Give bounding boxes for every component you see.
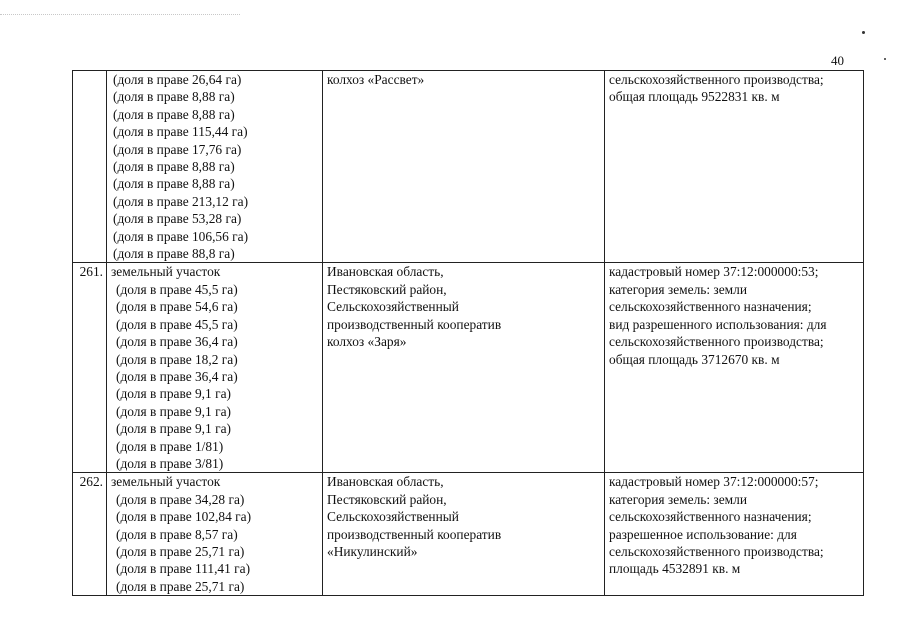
land-object-cell-line: (доля в праве 9,1 га) [116, 386, 231, 402]
owner-cell-line: Сельскохозяйственный [327, 509, 459, 525]
description-cell-line: кадастровый номер 37:12:000000:53; [609, 264, 819, 280]
owner-cell-line: колхоз «Рассвет» [327, 72, 425, 87]
row-number: 262. [73, 473, 107, 596]
owner-cell-line: колхоз «Заря» [327, 334, 407, 350]
land-object-cell-line: (доля в праве 102,84 га) [116, 509, 252, 525]
land-registry-table [72, 70, 864, 596]
land-object-cell-line: (доля в праве 36,4 га) [116, 334, 238, 350]
land-object-cell-line: (доля в праве 88,8 га) [113, 246, 235, 262]
land-object-cell-line: (доля в праве 8,88 га) [113, 176, 235, 192]
land-object-cell-line: (доля в праве 18,2 га) [116, 351, 238, 367]
owner-cell-line: Ивановская область, [327, 474, 444, 490]
owner-cell-line: «Никулинский» [327, 543, 418, 559]
land-object-cell-line: земельный участок [111, 474, 221, 490]
scan-speck [862, 31, 865, 34]
land-object-cell-line: (доля в праве 9,1 га) [116, 421, 231, 437]
page-number: 40 [831, 53, 844, 68]
description-cell-line: общая площадь 3712670 кв. м [609, 351, 780, 367]
land-object-cell-line: (доля в праве 8,88 га) [113, 106, 235, 122]
description-cell-line: сельскохозяйственного производства; [609, 334, 824, 350]
description-cell-line: категория земель: земли [609, 491, 747, 507]
description-cell-line: вид разрешенного использования: для [609, 316, 827, 332]
description-cell-line: площадь 4532891 кв. м [609, 561, 741, 577]
land-object-cell-line: (доля в праве 1/81) [116, 438, 224, 454]
land-object-cell-line: (доля в праве 34,28 га) [116, 491, 245, 507]
owner-cell [323, 71, 605, 263]
land-object-cell [107, 71, 323, 263]
row-number: 261. [73, 263, 107, 473]
table-body [73, 71, 864, 596]
land-object-cell-line: (доля в праве 111,41 га) [116, 561, 251, 577]
land-object-cell-line: (доля в праве 53,28 га) [113, 211, 242, 227]
description-cell-line: кадастровый номер 37:12:000000:57; [609, 474, 819, 490]
land-object-cell-line: (доля в праве 8,88 га) [113, 159, 235, 175]
land-object-cell-line: (доля в праве 9,1 га) [116, 403, 231, 419]
owner-cell-line: Сельскохозяйственный [327, 299, 459, 315]
description-cell-line: сельскохозяйственного производства; [609, 543, 824, 559]
description-cell-line: сельскохозяйственного назначения; [609, 509, 812, 525]
description-cell-line: категория земель: земли [609, 281, 747, 297]
description-cell-line: разрешенное использование: для [609, 526, 797, 542]
owner-cell-line: производственный кооператив [327, 316, 502, 332]
land-object-cell-line: (доля в праве 3/81) [116, 455, 224, 471]
description-cell-line: общая площадь 9522831 кв. м [609, 89, 780, 105]
land-object-cell-line: (доля в праве 25,71 га) [116, 578, 245, 594]
description-cell [605, 473, 864, 596]
owner-cell-line: Пестяковский район, [327, 281, 447, 297]
owner-cell [323, 473, 605, 596]
land-object-cell [107, 263, 323, 473]
scan-speck [884, 58, 886, 60]
land-object-cell-line: (доля в праве 54,6 га) [116, 299, 238, 315]
land-object-cell-line: (доля в праве 25,71 га) [116, 543, 245, 559]
land-object-cell-line: (доля в праве 8,88 га) [113, 89, 235, 105]
land-object-cell-line: (доля в праве 45,5 га) [116, 316, 238, 332]
description-cell-line: сельскохозяйственного назначения; [609, 299, 812, 315]
land-object-cell-line: (доля в праве 36,4 га) [116, 368, 238, 384]
owner-cell [323, 263, 605, 473]
land-object-cell-line: (доля в праве 115,44 га) [113, 124, 248, 140]
owner-cell-line: Пестяковский район, [327, 491, 447, 507]
land-object-cell-line: (доля в праве 26,64 га) [113, 72, 242, 87]
owner-cell-line: производственный кооператив [327, 526, 502, 542]
land-object-cell-line: (доля в праве 213,12 га) [113, 193, 249, 209]
table-row [73, 473, 864, 596]
description-cell [605, 263, 864, 473]
table-row [73, 71, 864, 263]
land-object-cell-line: земельный участок [111, 264, 221, 280]
scan-edge-mark [0, 14, 240, 15]
row-number [73, 71, 107, 263]
land-object-cell [107, 473, 323, 596]
description-cell-line: сельскохозяйственного производства; [609, 72, 824, 87]
land-object-cell-line: (доля в праве 45,5 га) [116, 281, 238, 297]
land-object-cell-line: (доля в праве 106,56 га) [113, 228, 249, 244]
land-object-cell-line: (доля в праве 17,76 га) [113, 141, 242, 157]
table-row [73, 263, 864, 473]
owner-cell-line: Ивановская область, [327, 264, 444, 280]
description-cell [605, 71, 864, 263]
land-object-cell-line: (доля в праве 8,57 га) [116, 526, 238, 542]
